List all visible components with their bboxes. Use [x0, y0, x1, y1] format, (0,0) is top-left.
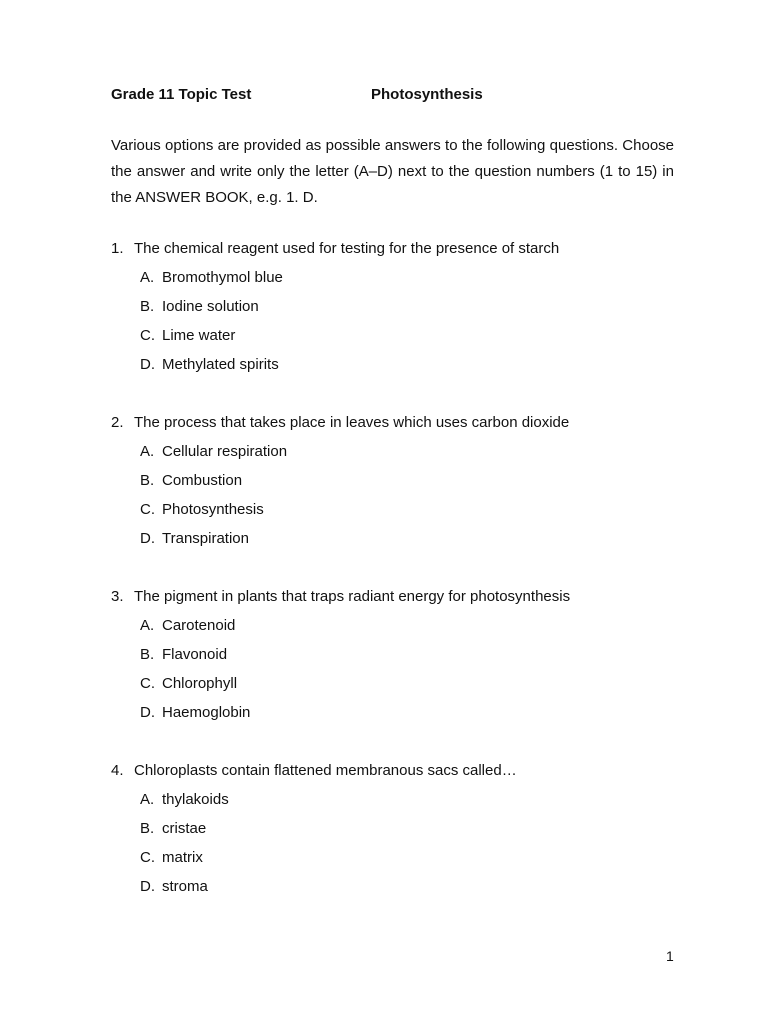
option-letter: D. — [140, 704, 155, 721]
option-a — [111, 785, 691, 814]
question-text: The chemical reagent used for testing for the presence of starch — [134, 240, 560, 257]
option-text: cristae — [162, 820, 207, 837]
option-text: Transpiration — [162, 530, 249, 547]
option-a — [111, 263, 691, 292]
option-text: Bromothymol blue — [162, 269, 283, 286]
question-stem — [111, 413, 691, 433]
option-text: Combustion — [162, 472, 243, 489]
option-list — [111, 611, 691, 727]
option-letter: D. — [140, 878, 155, 895]
question-number: 1. — [111, 240, 124, 257]
document-header — [111, 86, 671, 106]
option-letter: A. — [140, 269, 155, 286]
option-letter: C. — [140, 849, 155, 866]
option-b — [111, 814, 691, 843]
option-b — [111, 292, 691, 321]
question-1 — [111, 239, 691, 379]
option-letter: D. — [140, 356, 155, 373]
option-letter: B. — [140, 472, 155, 489]
question-2 — [111, 413, 691, 553]
test-title: Grade 11 Topic Test — [111, 86, 252, 103]
option-letter: C. — [140, 501, 155, 518]
option-a — [111, 611, 691, 640]
option-text: Flavonoid — [162, 646, 228, 663]
option-c — [111, 321, 691, 350]
option-b — [111, 466, 691, 495]
option-letter: D. — [140, 530, 155, 547]
question-text: The pigment in plants that traps radiant energy for photosynthesis — [134, 588, 571, 605]
page-number: 1 — [666, 948, 674, 964]
option-text: Methylated spirits — [162, 356, 279, 373]
option-c — [111, 495, 691, 524]
question-number: 4. — [111, 762, 124, 779]
option-letter: C. — [140, 327, 155, 344]
option-text: Lime water — [162, 327, 236, 344]
option-text: Carotenoid — [162, 617, 236, 634]
option-text: Cellular respiration — [162, 443, 288, 460]
option-d — [111, 524, 691, 553]
option-list — [111, 785, 691, 901]
option-letter: B. — [140, 820, 155, 837]
option-text: thylakoids — [162, 791, 229, 808]
option-text: Iodine solution — [162, 298, 259, 315]
option-letter: A. — [140, 791, 155, 808]
option-d — [111, 872, 691, 901]
option-d — [111, 350, 691, 379]
instructions-paragraph: Various options are provided as possible answers to the following questions. Choose the answer and write only the letter (A–D) next to the question numbers (1 to 15) in the ANSWER BOOK, e.g. 1. D. — [111, 137, 674, 206]
option-c — [111, 843, 691, 872]
option-text: stroma — [162, 878, 208, 895]
option-text: Photosynthesis — [162, 501, 264, 518]
question-text: Chloroplasts contain flattened membranous sacs called… — [134, 762, 517, 779]
question-stem — [111, 587, 691, 607]
question-3 — [111, 587, 691, 727]
option-letter: A. — [140, 443, 155, 460]
question-stem — [111, 761, 691, 781]
option-text: Haemoglobin — [162, 704, 251, 721]
option-a — [111, 437, 691, 466]
option-letter: B. — [140, 298, 155, 315]
option-d — [111, 698, 691, 727]
option-letter: C. — [140, 675, 155, 692]
option-text: Chlorophyll — [162, 675, 238, 692]
question-4 — [111, 761, 691, 901]
option-b — [111, 640, 691, 669]
question-text: The process that takes place in leaves which uses carbon dioxide — [134, 414, 570, 431]
option-c — [111, 669, 691, 698]
option-list — [111, 437, 691, 553]
option-letter: A. — [140, 617, 155, 634]
option-text: matrix — [162, 849, 203, 866]
option-list — [111, 263, 691, 379]
question-number: 3. — [111, 588, 124, 605]
test-topic: Photosynthesis — [371, 86, 483, 103]
option-letter: B. — [140, 646, 155, 663]
question-number: 2. — [111, 414, 124, 431]
question-stem — [111, 239, 691, 259]
